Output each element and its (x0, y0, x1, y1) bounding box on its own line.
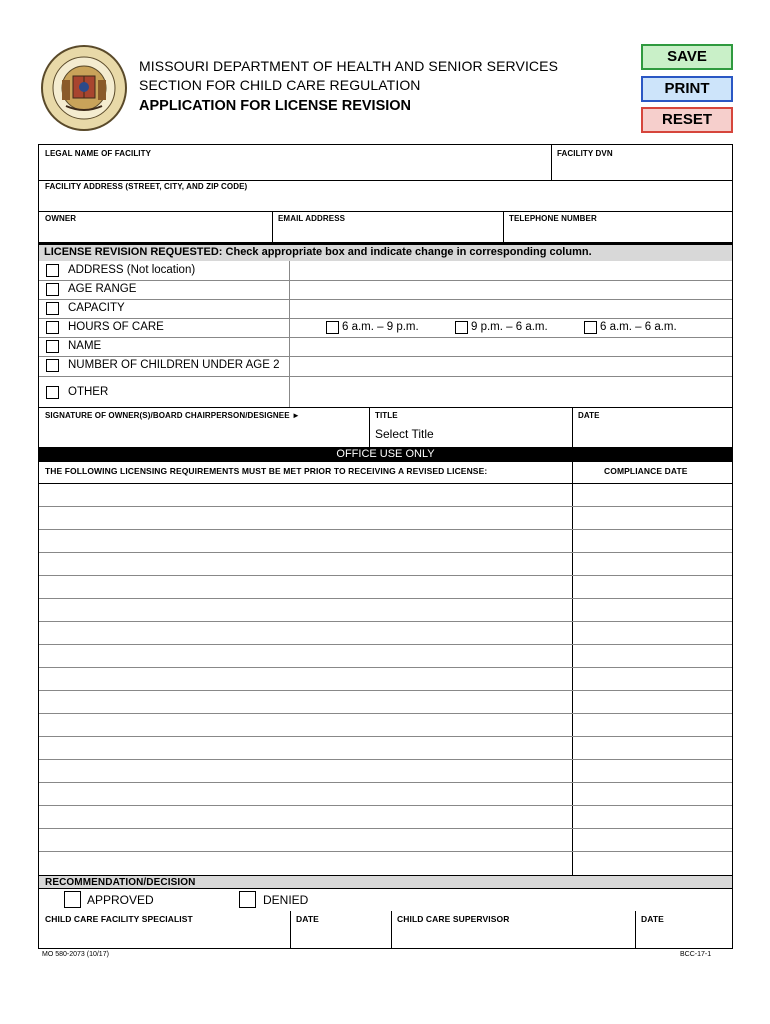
title-select[interactable]: Select Title (375, 427, 434, 441)
checkbox-approved[interactable] (64, 891, 81, 908)
item-capacity: CAPACITY (68, 302, 125, 314)
print-button[interactable]: PRINT (641, 76, 733, 102)
title-label: TITLE (375, 411, 398, 420)
legal-name-label: LEGAL NAME OF FACILITY (45, 149, 152, 158)
item-address: ADDRESS (Not location) (68, 264, 196, 276)
facility-dvn-field[interactable] (553, 159, 731, 177)
facility-address-label: FACILITY ADDRESS (STREET, CITY, AND ZIP CODE) (45, 182, 248, 191)
item-hours-of-care: HOURS OF CARE (68, 321, 164, 333)
checkbox-hours-24[interactable] (584, 321, 597, 334)
owner-field[interactable] (40, 224, 270, 242)
signature-date-label: DATE (578, 411, 600, 420)
checkbox-hours-day[interactable] (326, 321, 339, 334)
form-code: BCC-17-1 (680, 951, 712, 958)
checkbox-other[interactable] (46, 386, 59, 399)
department-name: MISSOURI DEPARTMENT OF HEALTH AND SENIOR SERVICES (139, 58, 559, 74)
phone-label: TELEPHONE NUMBER (509, 214, 597, 223)
compliance-date-label: COMPLIANCE DATE (604, 466, 688, 476)
office-use-banner: OFFICE USE ONLY (39, 447, 732, 462)
checkbox-name[interactable] (46, 340, 59, 353)
signature-date-field[interactable] (574, 421, 731, 445)
hours-option-night: 9 p.m. – 6 a.m. (471, 321, 548, 333)
checkbox-children-under-2[interactable] (46, 359, 59, 372)
form-header (139, 57, 558, 117)
signature-label: SIGNATURE OF OWNER(S)/BOARD CHAIRPERSON/DESIGNEE ► (45, 411, 301, 420)
revision-heading: LICENSE REVISION REQUESTED: Check appropriate box and indicate change in corresponding column. (44, 246, 592, 258)
save-button[interactable]: SAVE (641, 44, 733, 70)
owner-label: OWNER (45, 214, 77, 223)
decision-heading: RECOMMENDATION/DECISION (45, 877, 196, 888)
reset-button[interactable]: RESET (641, 107, 733, 133)
item-name: NAME (68, 340, 102, 352)
facility-dvn-label: FACILITY DVN (557, 149, 613, 158)
capacity-change-field[interactable] (291, 300, 731, 317)
state-seal (40, 44, 128, 132)
form-title: APPLICATION FOR LICENSE REVISION (139, 98, 412, 114)
other-change-field[interactable] (291, 377, 731, 406)
hours-option-24: 6 a.m. – 6 a.m. (600, 321, 677, 333)
facility-address-field[interactable] (40, 192, 730, 210)
form-number: MO 580-2073 (10/17) (42, 951, 109, 958)
application-form (38, 144, 733, 949)
specialist-date-label: DATE (296, 914, 319, 924)
supervisor-date-label: DATE (641, 914, 664, 924)
requirements-label: THE FOLLOWING LICENSING REQUIREMENTS MUST BE MET PRIOR TO RECEIVING A REVISED LICENSE: (45, 466, 488, 476)
denied-label: DENIED (263, 893, 309, 907)
hours-option-day: 6 a.m. – 9 p.m. (342, 321, 419, 333)
email-label: EMAIL ADDRESS (278, 214, 346, 223)
address-change-field[interactable] (291, 262, 731, 279)
checkbox-age-range[interactable] (46, 283, 59, 296)
age-range-change-field[interactable] (291, 281, 731, 298)
checkbox-capacity[interactable] (46, 302, 59, 315)
item-children-under-2: NUMBER OF CHILDREN UNDER AGE 2 (68, 359, 280, 371)
section-name: SECTION FOR CHILD CARE REGULATION (139, 77, 421, 93)
checkbox-hours-of-care[interactable] (46, 321, 59, 334)
email-field[interactable] (274, 224, 502, 242)
supervisor-label: CHILD CARE SUPERVISOR (397, 914, 510, 924)
specialist-label: CHILD CARE FACILITY SPECIALIST (45, 914, 193, 924)
name-change-field[interactable] (291, 338, 731, 355)
phone-field[interactable] (505, 224, 731, 242)
children-under-2-change-field[interactable] (291, 357, 731, 375)
checkbox-denied[interactable] (239, 891, 256, 908)
checkbox-hours-night[interactable] (455, 321, 468, 334)
checkbox-address[interactable] (46, 264, 59, 277)
item-age-range: AGE RANGE (68, 283, 137, 295)
approved-label: APPROVED (87, 893, 154, 907)
legal-name-field[interactable] (40, 159, 550, 177)
item-other: OTHER (68, 386, 109, 398)
